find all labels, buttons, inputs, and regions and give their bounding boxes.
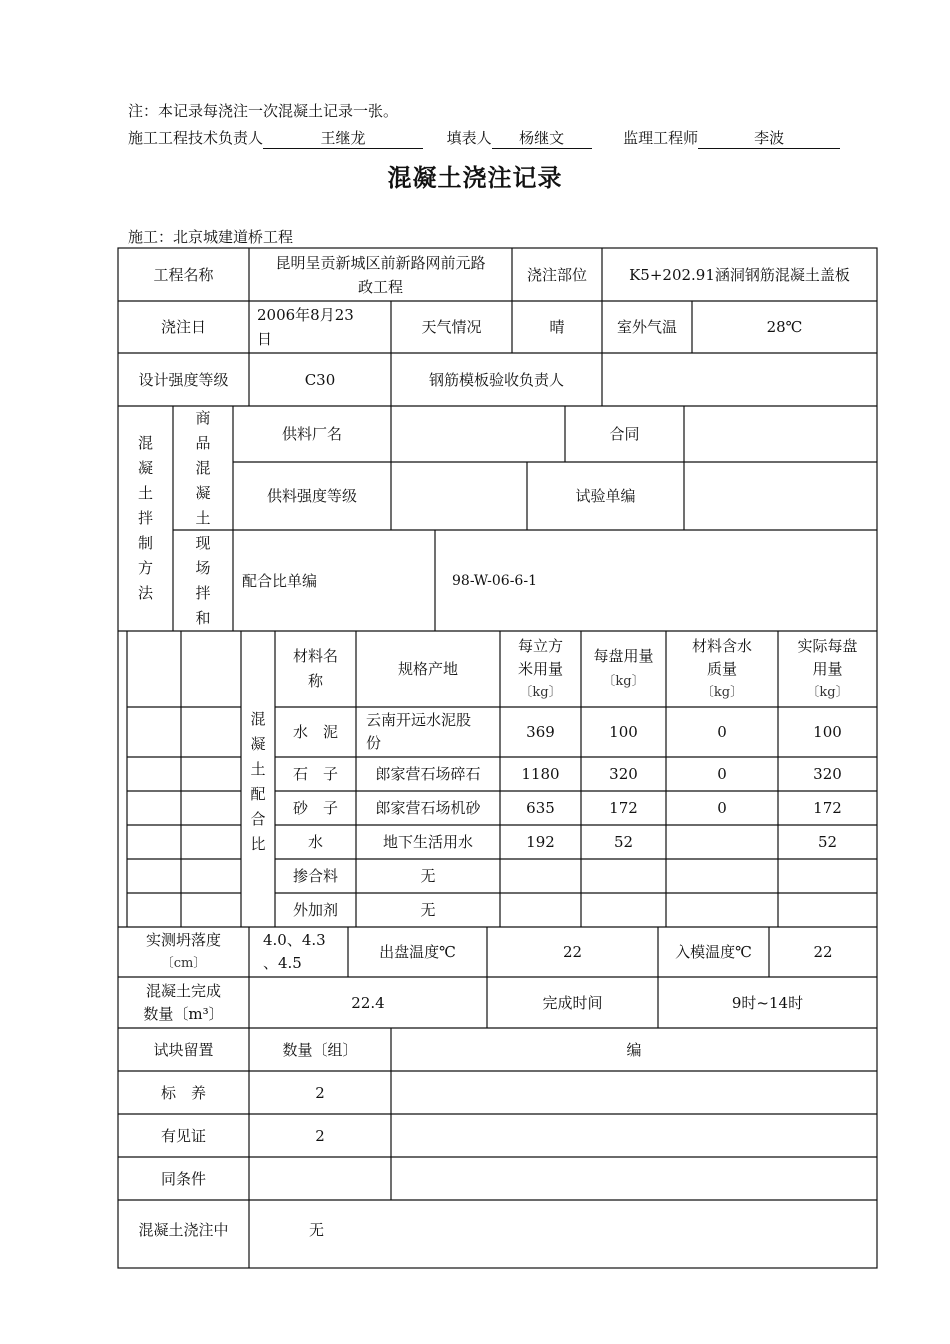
char: 土 [137,484,153,502]
header-unit: 〔kg〕 [700,684,744,700]
design-grade-label: 设计强度等级 [138,370,229,389]
char: 混 [137,434,153,452]
onsite-mixing-label [173,530,233,631]
header-text: 米用量 [517,659,563,678]
header-text: 用量 [812,659,843,678]
header-moisture [666,631,778,707]
char: 混 [195,458,211,477]
char: 方 [137,559,153,577]
project-name-line2: 政工程 [357,277,403,296]
specimen-name: 有见证 [160,1126,206,1145]
per-m3-cell: 1180 [521,765,560,783]
char: 商 [195,408,211,427]
out-temp-label: 出盘温度℃ [379,943,456,961]
header-text: 实际每盘 [797,636,858,655]
specimen-qty-label: 数量〔组〕 [282,1040,358,1059]
specimen-name: 同条件 [160,1169,206,1188]
per-m3-cell: 635 [526,799,555,817]
tech-lead-label: 施工工程技术负责人 [128,129,264,147]
spec-cell [356,707,500,757]
spec-cell: 无 [420,867,436,885]
moisture-cell: 0 [717,799,727,817]
spec-text: 份 [366,734,382,752]
filler-name: 杨继文 [492,127,592,149]
pour-part-value: K5+202.91涵洞钢筋混凝土盖板 [629,265,850,284]
contractor-name: 施工：北京城建道桥工程 [128,228,294,246]
material-cell: 砂 子 [292,799,338,817]
volume-label-text: 混凝土完成 [145,981,221,1000]
project-name-value [249,248,512,301]
header-text: 质量 [706,659,737,678]
header-text: 称 [307,672,323,690]
weather-value: 晴 [549,318,565,336]
inspector-value [602,353,877,406]
commercial-concrete-label [173,406,233,530]
specimen-label: 试块留置 [153,1040,214,1059]
supervisor-name: 李波 [698,127,840,149]
actual-cell: 52 [817,833,838,851]
specimen-name: 标 养 [160,1083,206,1102]
spec-cell: 地下生活用水 [382,833,473,851]
char: 凝 [137,459,153,477]
char: 土 [195,508,211,527]
per-m3-cell: 192 [526,833,555,851]
filler-label: 填表人 [446,129,492,147]
slump-value [249,927,348,977]
per-batch-cell: 100 [609,723,638,741]
material-cell: 外加剂 [292,901,338,919]
specimen-qty: 2 [315,1083,325,1102]
per-m3-cell: 369 [526,723,555,741]
per-batch-cell: 320 [609,765,638,783]
slump-label [118,927,249,977]
volume-label [118,977,249,1028]
supervisor-label: 监理工程师 [623,129,699,147]
char: 配 [250,785,266,803]
char: 品 [195,433,211,452]
moisture-cell: 0 [717,765,727,783]
pour-date-line1: 2006年8月23 [257,306,354,324]
in-temp-value: 22 [813,943,833,961]
slump-label-text: 实测坍落度 [145,931,221,949]
tech-lead-name: 王继龙 [263,127,423,149]
specimen-qty [249,1157,391,1200]
actual-cell: 172 [813,799,842,817]
pour-date-label: 浇注日 [160,318,206,336]
char: 场 [195,558,211,577]
specimen-qty: 2 [315,1126,325,1145]
per-batch-cell: 52 [613,833,634,851]
char: 法 [137,584,153,602]
weather-label: 天气情况 [421,318,482,336]
supplier-label: 供料厂名 [281,425,342,443]
in-temp-label: 入模温度℃ [675,943,752,961]
actual-cell: 100 [813,723,842,741]
moisture-cell [666,825,778,859]
char: 比 [250,835,266,853]
header-unit: 〔kg〕 [602,674,645,689]
slump-label-unit: 〔cm〕 [160,956,207,971]
moisture-cell: 0 [717,723,727,741]
spec-cell: 郎家营石场机砂 [375,799,481,817]
char: 拌 [137,509,153,527]
char: 混 [250,710,266,728]
inspector-label: 钢筋模板验收负责人 [428,370,564,389]
char: 和 [195,608,211,627]
actual-cell: 320 [813,765,842,783]
slump-value-line: 、4.5 [263,954,302,972]
mix-ratio-label [241,707,275,927]
char: 现 [195,533,211,552]
pour-date-value [249,301,391,353]
header-text: 每立方 [517,636,563,655]
char: 凝 [250,735,266,753]
specimen-code-label: 编 [626,1040,642,1059]
slump-value-line: 4.0、4.3 [263,931,326,949]
supply-grade-label: 供料强度等级 [266,487,357,505]
pouring-issues-label: 混凝土浇注中 [138,1221,229,1239]
pour-part-label: 浇注部位 [526,265,587,284]
header-actual [778,631,877,707]
out-temp-value: 22 [562,943,583,961]
header-per-m3 [500,631,581,707]
volume-label-unit: 数量〔m³〕 [143,1004,224,1023]
mixing-method-label [118,406,173,631]
material-cell: 石 子 [292,765,338,783]
header-text: 材料含水 [691,636,752,655]
char: 拌 [195,583,211,602]
outdoor-temp-value: 28℃ [766,318,803,336]
header-text: 每盘用量 [593,647,654,665]
finish-time-value: 9时~14时 [731,993,804,1012]
page-title: 混凝土浇注记录 [387,164,563,192]
material-cell: 水 [307,833,323,851]
per-batch-cell: 172 [609,799,638,817]
header-per-batch [581,631,666,707]
header-material [275,631,356,707]
header-unit: 〔kg〕 [519,684,562,700]
spec-cell: 郎家营石场碎石 [375,765,481,783]
char: 土 [250,760,266,778]
finish-time-label: 完成时间 [542,993,603,1012]
design-grade-value: C30 [304,370,336,389]
volume-value: 22.4 [351,993,385,1012]
mix-number-value: 98-W-06-6-1 [452,572,537,589]
project-name-label: 工程名称 [153,265,214,284]
outdoor-temp-label: 室外气温 [616,318,677,336]
header-spec: 规格产地 [397,660,458,678]
spec-text: 云南开远水泥股 [366,711,472,729]
record-note: 注：本记录每浇注一次混凝土记录一张。 [128,102,399,120]
test-number-label: 试验单编 [575,487,636,505]
project-name-line1: 昆明呈贡新城区前新路网前元路 [275,253,486,272]
mix-number-label: 配合比单编 [242,571,318,590]
char: 凝 [195,483,211,502]
header-unit: 〔kg〕 [806,684,849,700]
material-cell: 水 泥 [292,723,338,741]
char: 合 [250,810,266,828]
pouring-issues-value: 无 [309,1221,325,1239]
spec-cell: 无 [420,901,436,919]
material-cell: 掺合料 [292,867,338,885]
pour-date-line2: 日 [257,330,273,348]
contract-label: 合同 [609,425,640,443]
header-text: 材料名 [292,647,338,665]
char: 制 [137,534,153,552]
